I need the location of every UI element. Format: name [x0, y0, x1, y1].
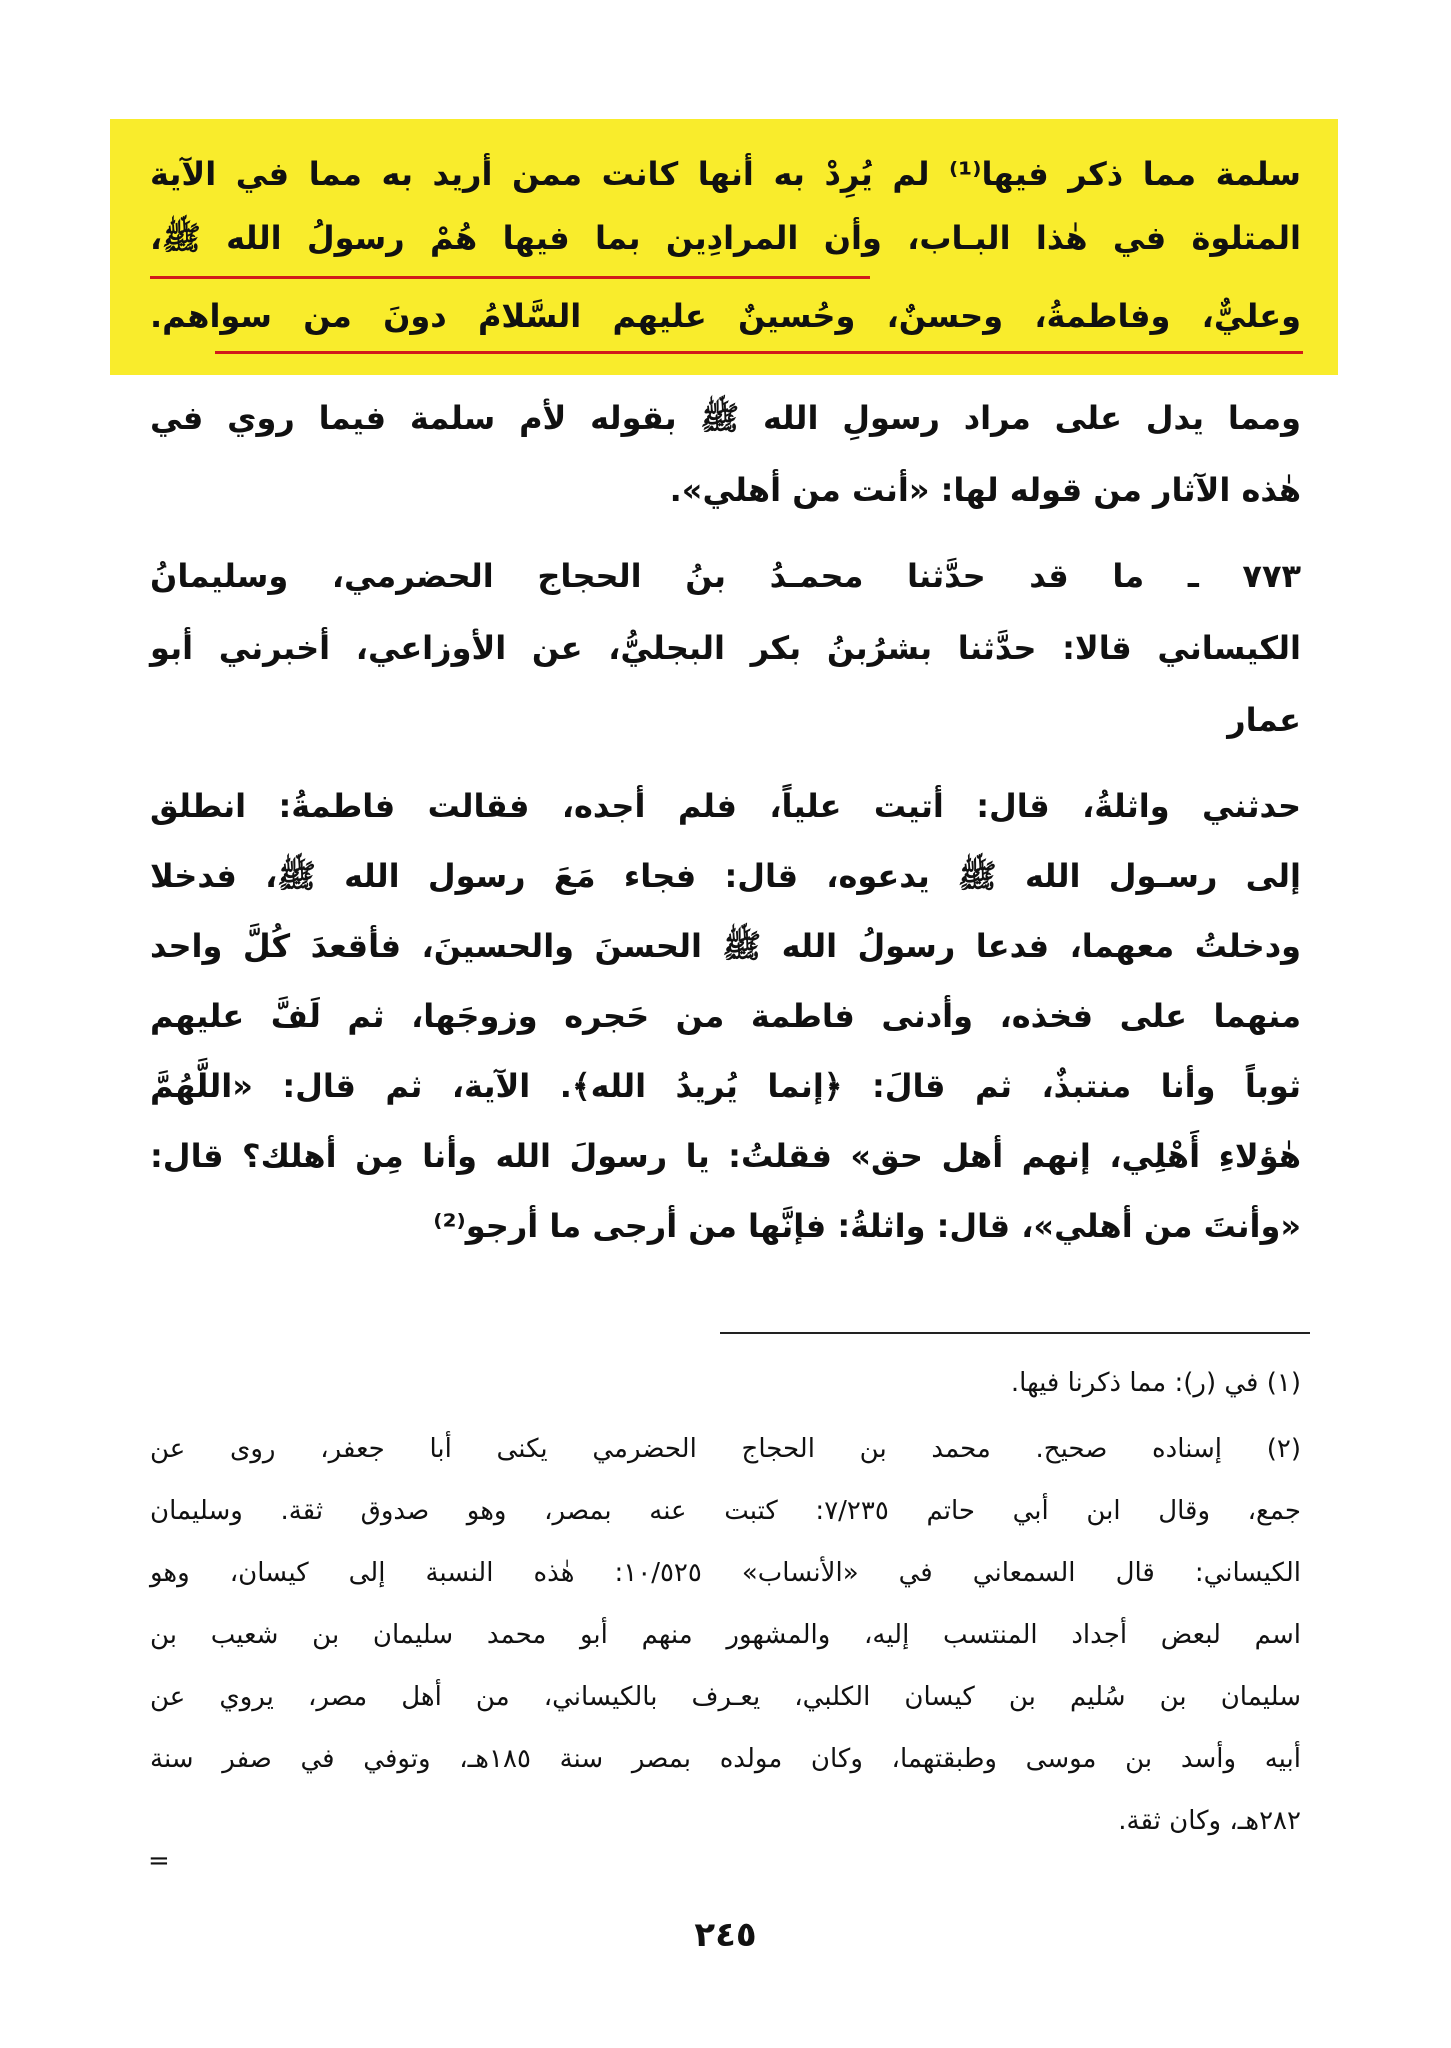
footnote-2-line-5: سليمان بن سُليم بن كيسان الكلبي، يعـرف بالكيساني، من أهل مصر، يروي عن: [150, 1682, 1301, 1712]
narration-line-6: هٰؤلاءِ أَهْلِي، إنهم أهل حق» فقلتُ: يا رسولَ الله وأنا مِن أهلك؟ قال:: [150, 1137, 1301, 1175]
footnote-2-line-7: ٢٨٢هـ، وكان ثقة.: [1118, 1806, 1301, 1836]
footnote-2-line-1: (٢) إسناده صحيح. محمد بن الحجاج الحضرمي يكنى أبا جعفر، روى عن: [150, 1434, 1301, 1464]
narration-line-3: ودخلتُ معهما، فدعا رسولُ الله ﷺ الحسنَ والحسينَ، فأقعدَ كُلَّ واحد: [150, 927, 1301, 965]
highlight-line-2: المتلوة في هٰذا البـاب، وأن المرادِين بما فيها هُمْ رسولُ الله ﷺ،: [150, 219, 1301, 257]
footnote-separator: [720, 1332, 1310, 1334]
continuation-mark: =: [148, 1846, 170, 1876]
red-underline-2: [215, 351, 1303, 354]
narration-line-4: منهما على فخذه، وأدنى فاطمة من حَجره وزوجَها، ثم لَفَّ عليهم: [150, 997, 1301, 1035]
footnote-2-line-2: جمع، وقال ابن أبي حاتم ٧/٢٣٥: كتبت عنه بمصر، وهو صدوق ثقة. وسليمان: [150, 1496, 1301, 1526]
hadith-773-line-2: الكيساني قالا: حدَّثنا بشرُبنُ بكر البجليُّ، عن الأوزاعي، أخبرني أبو: [150, 629, 1301, 667]
narration-line-5: ثوباً وأنا منتبذٌ، ثم قالَ: ﴿إنما يُريدُ الله﴾. الآية، ثم قال: «اللَّهُمَّ: [150, 1067, 1301, 1105]
hadith-773-line-3: عمار: [1227, 701, 1301, 739]
highlight-line-3: وعليٌّ، وفاطمةُ، وحسنٌ، وحُسينٌ عليهم السَّلامُ دونَ من سواهم.: [150, 297, 1301, 335]
body-line-2: هٰذه الآثار من قوله لها: «أنت من أهلي».: [669, 471, 1301, 509]
narration-line-2: إلى رسـول الله ﷺ يدعوه، قال: فجاء مَعَ رسول الله ﷺ، فدخلا: [150, 857, 1301, 895]
page-number: ٢٤٥: [694, 1915, 757, 1955]
highlight-line-1: سلمة مما ذكر فيها⁽¹⁾ لم يُرِدْ به أنها كانت ممن أريد به مما في الآية: [150, 155, 1302, 193]
footnote-2-line-4: اسم لبعض أجداد المنتسب إليه، والمشهور منهم أبو محمد سليمان بن شعيب بن: [150, 1620, 1301, 1650]
footnote-1: (١) في (ر): مما ذكرنا فيها.: [1010, 1368, 1301, 1398]
footnote-2-line-6: أبيه وأسد بن موسى وطبقتهما، وكان مولده بمصر سنة ١٨٥هـ، وتوفي في صفر سنة: [150, 1744, 1301, 1774]
body-line-1: ومما يدل على مراد رسولِ الله ﷺ بقوله لأم سلمة فيما روي في: [150, 399, 1301, 437]
narration-line-7: «وأنتَ من أهلي»، قال: واثلةُ: فإنَّها من أرجى ما أرجو⁽²⁾: [433, 1207, 1301, 1245]
narration-line-1: حدثني واثلةُ، قال: أتيت علياً، فلم أجده، فقالت فاطمةُ: انطلق: [150, 787, 1301, 825]
footnote-2-line-3: الكيساني: قال السمعاني في «الأنساب» ١٠/٥٢٥: هٰذه النسبة إلى كيسان، وهو: [150, 1558, 1301, 1588]
hadith-773-line-1: ٧٧٣ ـ ما قد حدَّثنا محمـدُ بنُ الحجاج الحضرمي، وسليمانُ: [150, 557, 1301, 595]
red-underline-1: [150, 276, 870, 279]
